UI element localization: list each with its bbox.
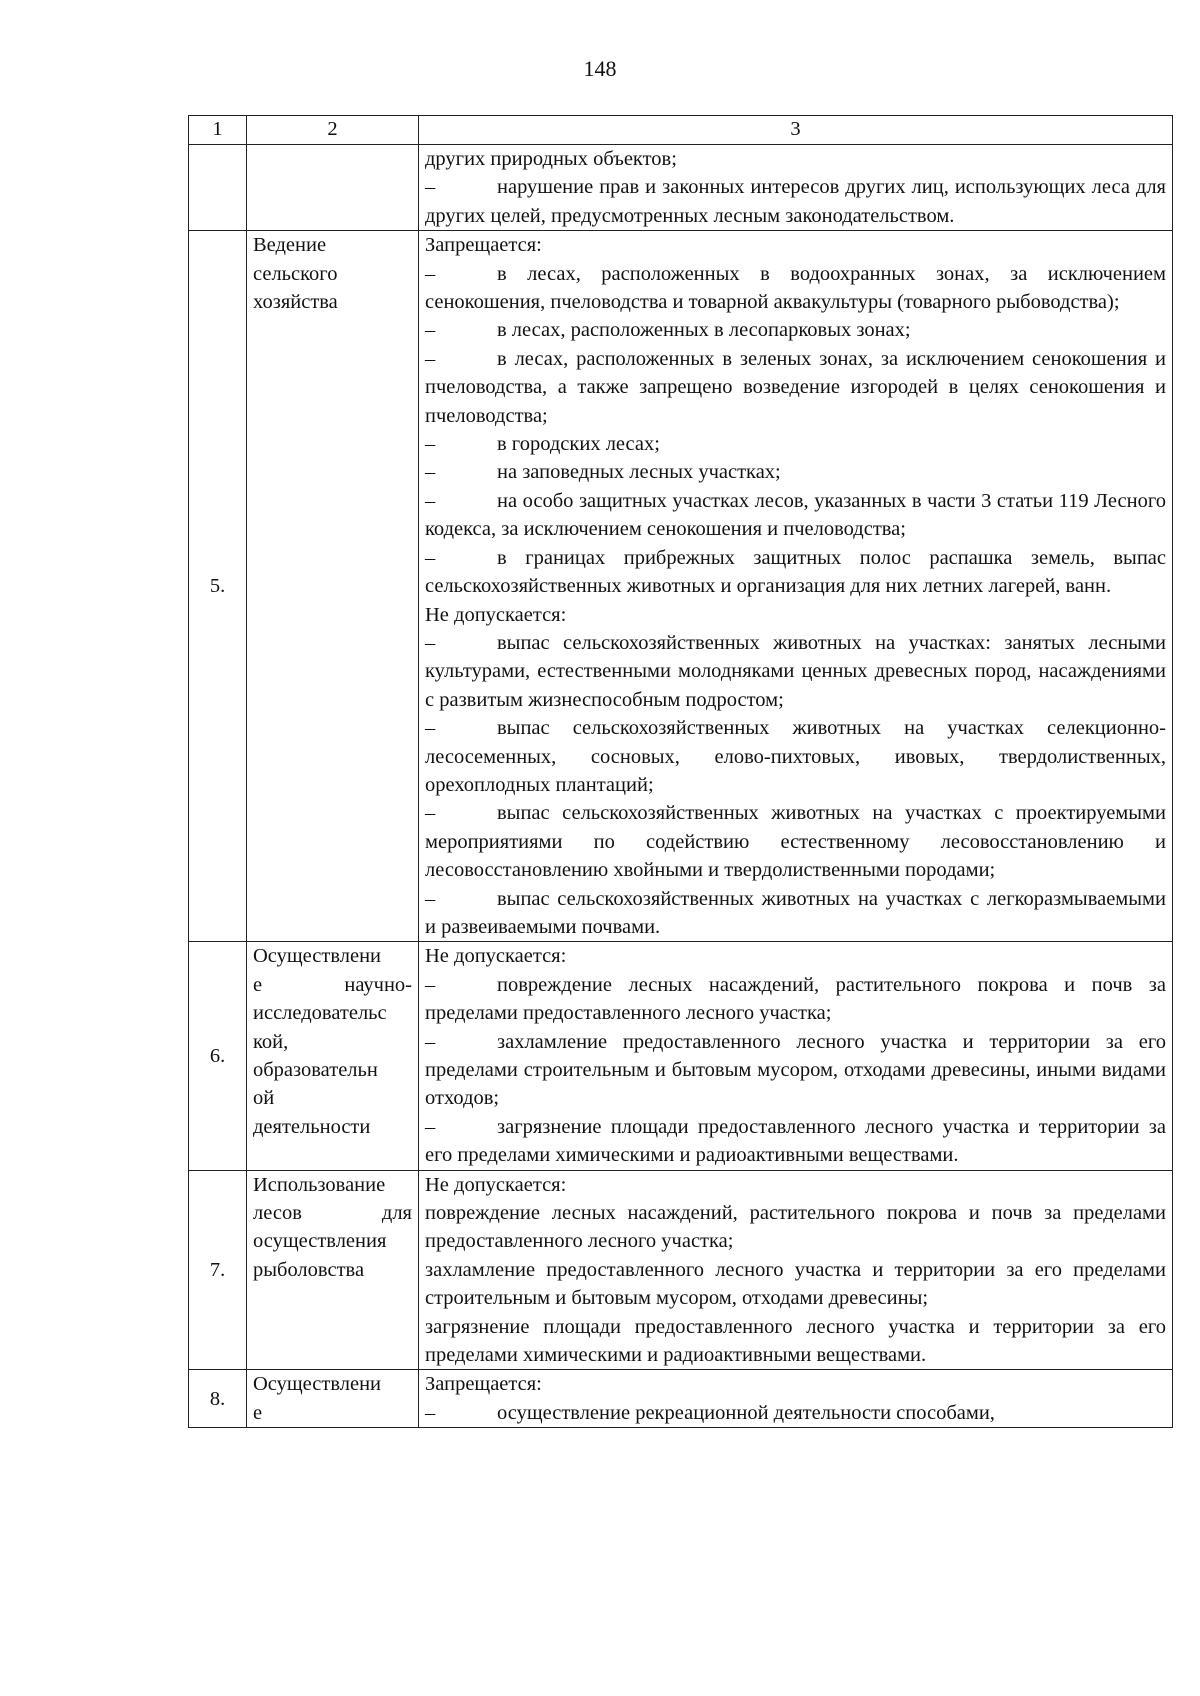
restriction-text bbox=[419, 231, 1173, 942]
activity-name-line: е научно- bbox=[253, 973, 412, 996]
restriction-text bbox=[419, 145, 1173, 231]
restriction-item-text: в границах прибрежных защитных полос распашка земель, выпас сельскохозяйственных животных и организация для них летних лагерей, ванн. bbox=[425, 546, 1166, 598]
page-number: 148 bbox=[583, 56, 617, 81]
restriction-item bbox=[425, 487, 1166, 544]
dash-marker: – bbox=[425, 262, 436, 285]
restriction-item bbox=[425, 316, 1166, 344]
activity-name-line: осуществления bbox=[253, 1230, 387, 1253]
restriction-item bbox=[425, 1113, 1166, 1170]
restriction-item bbox=[425, 430, 1166, 458]
table-header-row bbox=[189, 116, 1173, 145]
header-col-3: 3 bbox=[419, 116, 1173, 145]
activity-name-line: рыболовства bbox=[253, 1258, 365, 1281]
activity-name bbox=[247, 145, 419, 231]
row-number bbox=[189, 145, 247, 231]
row-number: 8. bbox=[189, 1370, 247, 1428]
restriction-item-text: выпас сельскохозяйственных животных на участках с проектируемыми мероприятиями по содействию естественному лесовосстановлению и лесовосстановлению хвойными и твердолиственными породами; bbox=[425, 802, 1166, 882]
dash-marker: – bbox=[425, 973, 436, 996]
row-number: 7. bbox=[189, 1170, 247, 1370]
dash-marker: – bbox=[425, 802, 436, 825]
paragraph-line: повреждение лесных насаждений, растительного покрова и почв за пределами предоставленного лесного участка; bbox=[425, 1202, 1166, 1253]
restriction-item-text: в городских лесах; bbox=[497, 433, 660, 456]
header-col-2: 2 bbox=[247, 116, 419, 145]
dash-marker: – bbox=[425, 717, 436, 740]
restriction-item-text: на заповедных лесных участках; bbox=[497, 461, 781, 484]
dash-marker: – bbox=[425, 1401, 436, 1424]
restriction-item bbox=[425, 799, 1166, 884]
table-row bbox=[189, 231, 1173, 942]
restriction-item-text: в лесах, расположенных в водоохранных зонах, за исключением сенокошения, пчеловодства и товарной аквакультуры (товарного рыбоводства); bbox=[425, 262, 1166, 314]
paragraph-line: Не допускается: bbox=[425, 945, 567, 968]
activity-name-line: сельского bbox=[253, 262, 338, 285]
row-number: 6. bbox=[189, 942, 247, 1170]
activity-name bbox=[247, 1370, 419, 1428]
activity-name-line: хозяйства bbox=[253, 291, 338, 314]
restriction-item bbox=[425, 173, 1166, 230]
restriction-item-text: выпас сельскохозяйственных животных на участках с легкоразмываемыми и развеиваемыми почвами. bbox=[425, 887, 1166, 938]
activity-name bbox=[247, 231, 419, 942]
paragraph-line: захламление предоставленного лесного участка и территории за его пределами строительным и бытовым мусором, отходами древесины; bbox=[425, 1258, 1166, 1310]
restriction-text bbox=[419, 1170, 1173, 1370]
restriction-item-text: выпас сельскохозяйственных животных на участках селекционно-лесосеменных, сосновых, елово-пихтовых, ивовых, твердолиственных, орехоплодных плантаций; bbox=[425, 717, 1166, 796]
restriction-item bbox=[425, 544, 1166, 601]
header-col-1: 1 bbox=[189, 116, 247, 145]
restriction-item bbox=[425, 458, 1166, 486]
dash-marker: – bbox=[425, 176, 436, 199]
activity-name-line: ой bbox=[253, 1087, 275, 1110]
restriction-item-text: в лесах, расположенных в лесопарковых зонах; bbox=[497, 319, 911, 342]
restriction-item-text: осуществление рекреационной деятельности способами, bbox=[497, 1401, 995, 1424]
restriction-item-text: загрязнение площади предоставленного лесного участка и территории за его пределами химическими и радиоактивными веществами. bbox=[425, 1115, 1166, 1167]
dash-marker: – bbox=[425, 433, 436, 456]
activity-name-line: Ведение bbox=[253, 234, 327, 257]
activity-name bbox=[247, 942, 419, 1170]
restriction-item-text: захламление предоставленного лесного участка и территории за его пределами строительным и бытовым мусором, отходами древесины, иными видами отходов; bbox=[425, 1030, 1166, 1110]
dash-marker: – bbox=[425, 1030, 436, 1053]
restriction-item bbox=[425, 345, 1166, 430]
dash-marker: – bbox=[425, 319, 436, 342]
activity-name-line: кой, bbox=[253, 1030, 289, 1053]
dash-marker: – bbox=[425, 1115, 436, 1138]
restriction-item bbox=[425, 714, 1166, 799]
dash-marker: – bbox=[425, 489, 436, 512]
activity-name-line: Осуществлени bbox=[253, 1373, 382, 1396]
dash-marker: – bbox=[425, 631, 436, 654]
dash-marker: – bbox=[425, 887, 436, 910]
table-row bbox=[189, 1370, 1173, 1428]
restriction-item bbox=[425, 629, 1166, 714]
restriction-item-text: повреждение лесных насаждений, растительного покрова и почв за пределами предоставленного лесного участка; bbox=[425, 973, 1166, 1025]
restriction-item bbox=[425, 971, 1166, 1028]
dash-marker: – bbox=[425, 347, 436, 370]
dash-marker: – bbox=[425, 461, 436, 484]
paragraph-line: загрязнение площади предоставленного лесного участка и территории за его пределами химическими и радиоактивными веществами. bbox=[425, 1315, 1166, 1367]
restriction-item bbox=[425, 885, 1166, 942]
restriction-text bbox=[419, 1370, 1173, 1428]
table-row bbox=[189, 145, 1173, 231]
activity-name-line: исследовательс bbox=[253, 1002, 387, 1025]
activity-name-line: е bbox=[253, 1401, 263, 1424]
regulation-table bbox=[188, 115, 1173, 1428]
restriction-item-text: на особо защитных участках лесов, указанных в части 3 статьи 119 Лесного кодекса, за исключением сенокошения и пчеловодства; bbox=[425, 489, 1166, 541]
restriction-text bbox=[419, 942, 1173, 1170]
activity-name-line: лесов для bbox=[253, 1202, 412, 1225]
table-row bbox=[189, 942, 1173, 1170]
restriction-item-text: нарушение прав и законных интересов других лиц, использующих леса для других целей, предусмотренных лесным законодательством. bbox=[425, 176, 1166, 227]
restriction-item-text: в лесах, расположенных в зеленых зонах, за исключением сенокошения и пчеловодства, а также запрещено возведение изгородей в целях сенокошения и пчеловодства; bbox=[425, 347, 1166, 427]
restriction-item bbox=[425, 1399, 1166, 1427]
row-number: 5. bbox=[189, 231, 247, 942]
paragraph-line: Запрещается: bbox=[425, 1373, 542, 1396]
restriction-item bbox=[425, 260, 1166, 317]
paragraph-line: Не допускается: bbox=[425, 603, 567, 626]
activity-name-line: Использование bbox=[253, 1173, 386, 1196]
dash-marker: – bbox=[425, 546, 436, 569]
activity-name bbox=[247, 1170, 419, 1370]
table-row bbox=[189, 1170, 1173, 1370]
paragraph-line: Запрещается: bbox=[425, 234, 542, 257]
paragraph-line: других природных объектов; bbox=[425, 148, 677, 170]
activity-name-line: образовательн bbox=[253, 1059, 378, 1081]
activity-name-line: деятельности bbox=[253, 1115, 371, 1138]
restriction-item-text: выпас сельскохозяйственных животных на участках: занятых лесными культурами, естественными молодняками ценных древесных пород, насаждениями с развитым жизнеспособным подростом; bbox=[425, 631, 1166, 711]
activity-name-line: Осуществлени bbox=[253, 945, 382, 968]
paragraph-line: Не допускается: bbox=[425, 1173, 567, 1196]
restriction-item bbox=[425, 1028, 1166, 1113]
